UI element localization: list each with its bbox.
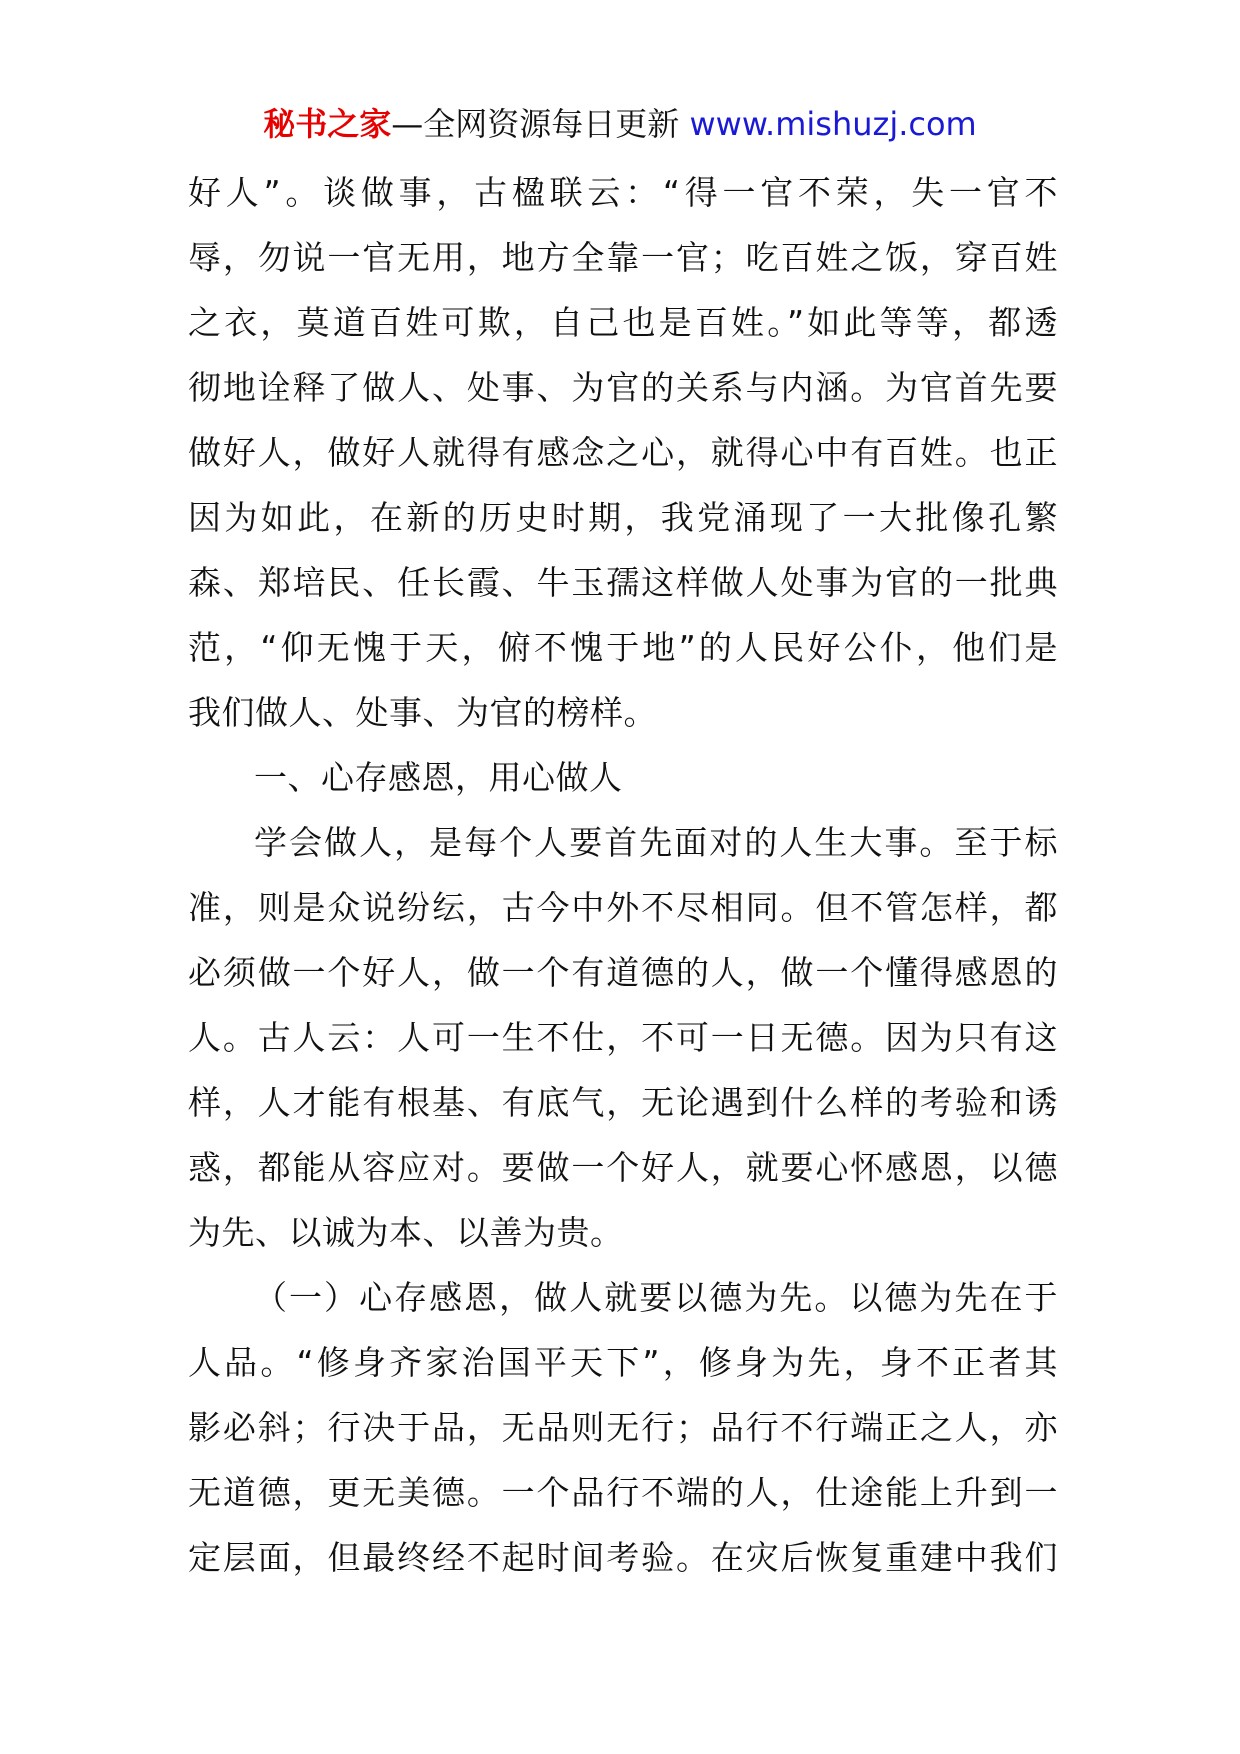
text-line: 做好人，做好人就得有感念之心，就得心中有百姓。也正: [188, 433, 1058, 472]
text-line: 惑，都能从容应对。要做一个好人，就要心怀感恩，以德: [188, 1148, 1058, 1187]
header-url-link[interactable]: www.mishuzj.com: [689, 105, 977, 143]
text-line: 准，则是众说纷纭，古今中外不尽相同。但不管怎样，都: [188, 888, 1058, 927]
text-line: 定层面，但最终经不起时间考验。在灾后恢复重建中我们: [188, 1538, 1058, 1577]
header-tagline: —全网资源每日更新: [391, 105, 680, 143]
text-line: 范，“仰无愧于天，俯不愧于地”的人民好公仆，他们是: [188, 628, 1058, 667]
text-line: 无道德，更无美德。一个品行不端的人，仕途能上升到一: [188, 1473, 1058, 1512]
page-header: [0, 100, 1240, 148]
text-line: 之衣，莫道百姓可欺，自己也是百姓。”如此等等，都透: [188, 303, 1058, 342]
text-line: 学会做人，是每个人要首先面对的人生大事。至于标: [254, 823, 1058, 862]
header-brand: 秘书之家: [263, 105, 392, 143]
text-line: 好人”。谈做事，古楹联云：“得一官不荣，失一官不: [188, 173, 1058, 212]
text-line: （一）心存感恩，做人就要以德为先。以德为先在于: [254, 1278, 1058, 1317]
document-body: [188, 160, 1058, 1590]
section-heading: 一、心存感恩，用心做人: [254, 758, 623, 797]
text-line: 为先、以诚为本、以善为贵。: [188, 1213, 624, 1252]
text-line: 因为如此，在新的历史时期，我党涌现了一大批像孔繁: [188, 498, 1058, 537]
text-line: 必须做一个好人，做一个有道德的人，做一个懂得感恩的: [188, 953, 1058, 992]
text-line: 我们做人、处事、为官的榜样。: [188, 693, 657, 732]
text-line: 辱，勿说一官无用，地方全靠一官；吃百姓之饭，穿百姓: [188, 238, 1058, 277]
text-line: 样，人才能有根基、有底气，无论遇到什么样的考验和诱: [188, 1083, 1058, 1122]
text-line: 森、郑培民、任长霞、牛玉孺这样做人处事为官的一批典: [188, 563, 1058, 602]
text-line: 人品。“修身齐家治国平天下”，修身为先，身不正者其: [188, 1343, 1058, 1382]
text-line: 彻地诠释了做人、处事、为官的关系与内涵。为官首先要: [188, 368, 1058, 407]
text-line: 影必斜；行决于品，无品则无行；品行不行端正之人，亦: [188, 1408, 1058, 1447]
text-line: 人。古人云：人可一生不仕，不可一日无德。因为只有这: [188, 1018, 1058, 1057]
